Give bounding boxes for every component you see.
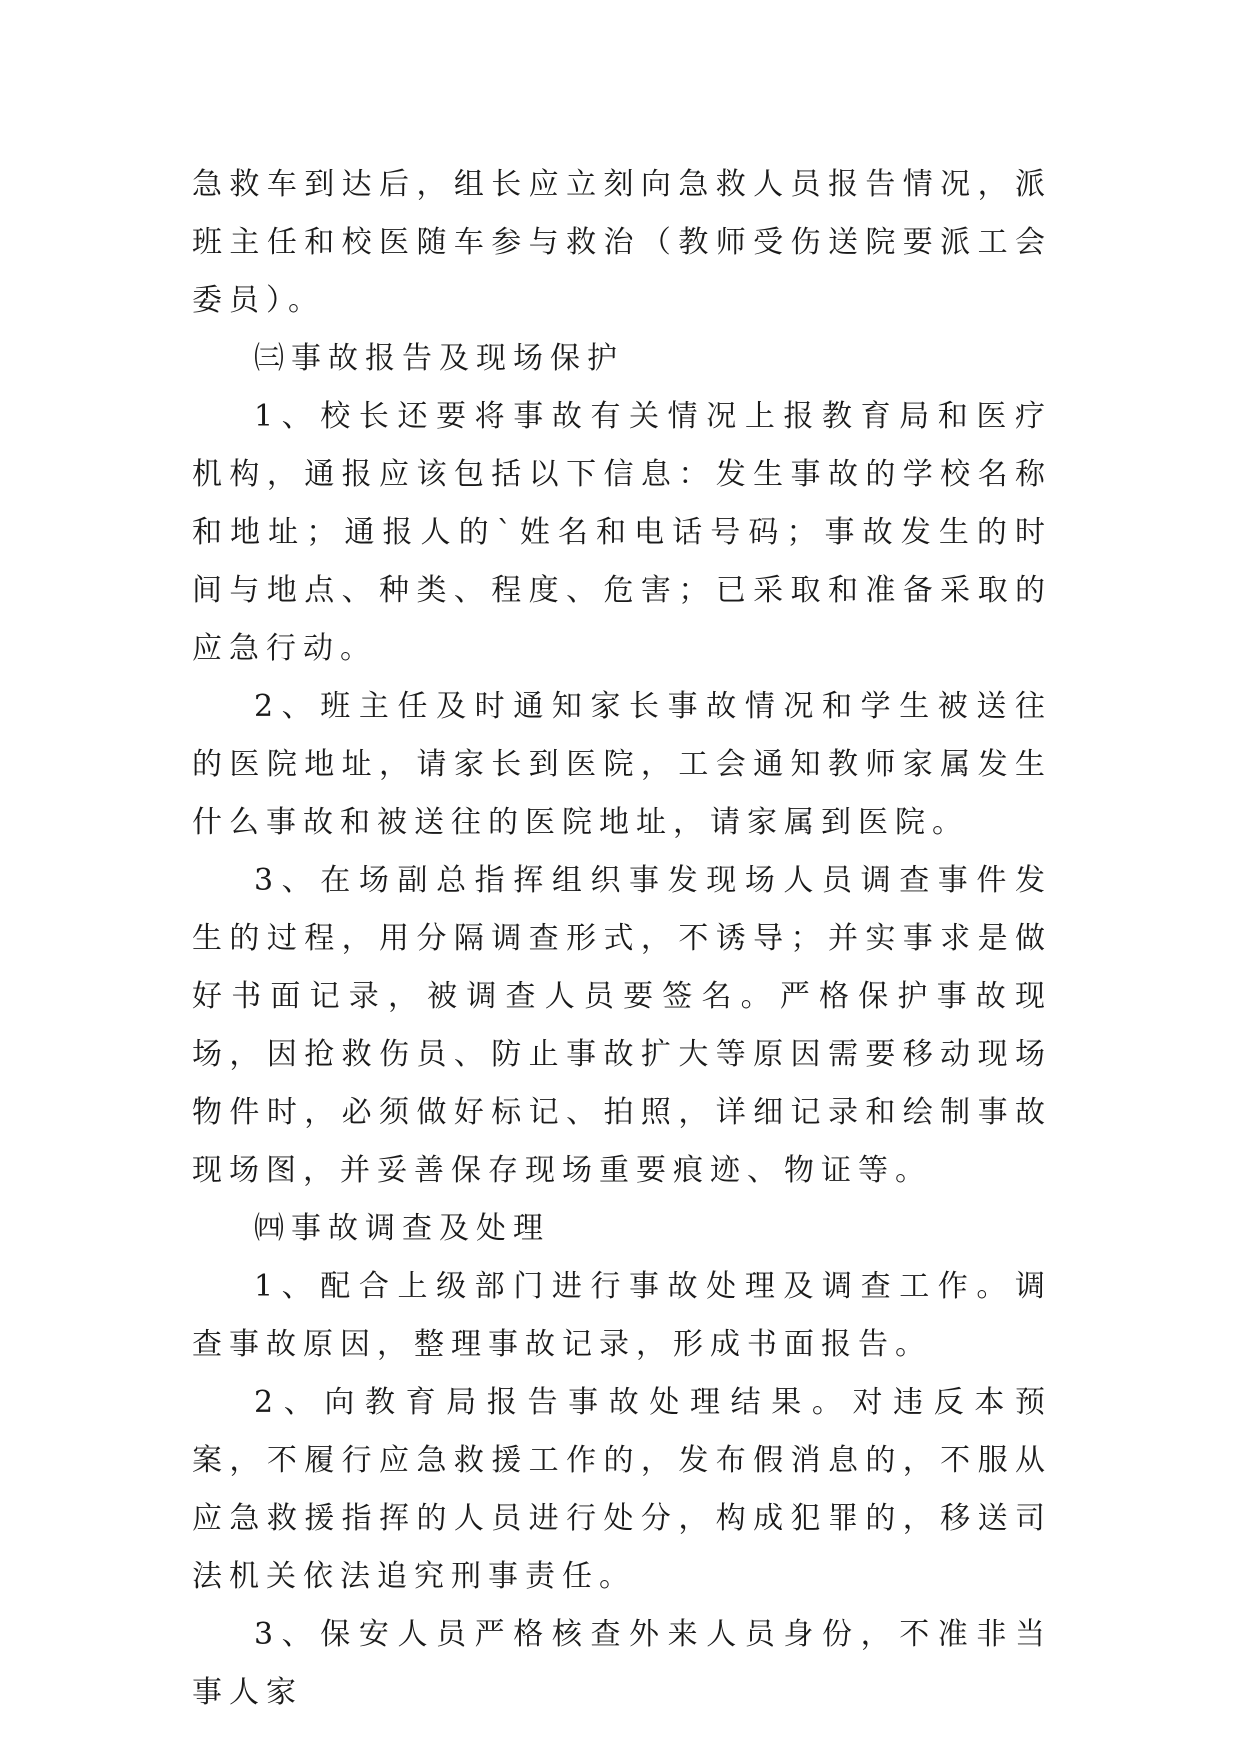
paragraph-report-3: 3、在场副总指挥组织事发现场人员调查事件发生的过程，用分隔调查形式，不诱导；并实事求是做好书面记录，被调查人员要签名。严格保护事故现场，因抢救伤员、防止事故扩大等原因需要移动现场物件时，必须做好标记、拍照，详细记录和绘制事故现场图，并妥善保存现场重要痕迹、物证等。 [192, 863, 1052, 1188]
paragraph-investigation-3: 3、保安人员严格核查外来人员身份，不准非当事人家 [192, 1617, 1052, 1710]
paragraph-ambulance-arrival: 急救车到达后，组长应立刻向急救人员报告情况，派班主任和校医随车参与救治（教师受伤送院要派工会委员）。 [192, 167, 1052, 318]
paragraph-report-1: 1、校长还要将事故有关情况上报教育局和医疗机构，通报应该包括以下信息：发生事故的学校名称和地址；通报人的`姓名和电话号码；事故发生的时间与地点、种类、程度、危害；已采取和准备采取的应急行动。 [192, 399, 1052, 666]
paragraph-report-2: 2、班主任及时通知家长事故情况和学生被送往的医院地址，请家长到医院，工会通知教师家属发生什么事故和被送往的医院地址，请家属到医院。 [192, 689, 1052, 840]
paragraph-investigation-2: 2、向教育局报告事故处理结果。对违反本预案，不履行应急救援工作的，发布假消息的，不服从应急救援指挥的人员进行处分，构成犯罪的，移送司法机关依法追究刑事责任。 [192, 1385, 1052, 1594]
section-heading-4: ㈣事故调查及处理 [254, 1211, 550, 1246]
paragraph-investigation-1: 1、配合上级部门进行事故处理及调查工作。调查事故原因，整理事故记录，形成书面报告。 [192, 1269, 1052, 1362]
section-heading-3: ㈢事故报告及现场保护 [254, 341, 624, 376]
document-page [192, 156, 1052, 1722]
